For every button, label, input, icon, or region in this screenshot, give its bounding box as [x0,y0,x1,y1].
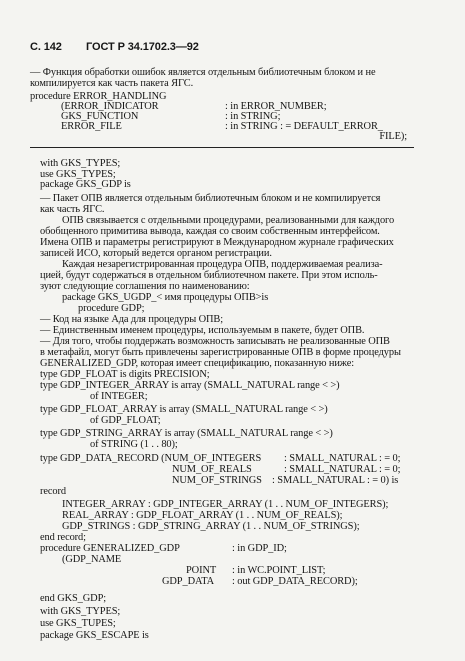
code-line: : in ERROR_NUMBER; [225,101,327,112]
code-line: : out GDP_DATA_RECORD); [232,576,358,587]
text-line: — Код на языке Ада для процедуры ОПВ; [40,314,224,325]
text-line: в метафайл, могут быть привлечены зарегистрированные ОПВ в форме процедуры [40,347,401,358]
code-line: of GDP_FLOAT; [90,415,161,426]
code-line: record [40,486,66,497]
code-line: : in STRING : = DEFAULT_ERROR_ [225,121,383,132]
code-line: GDP_DATA [162,576,215,587]
code-line: : in GDP_ID; [232,543,287,554]
code-line: GKS_FUNCTION [61,111,139,122]
text-line: ОПВ связывается с отдельными процедурами, реализованными для каждого [62,215,395,226]
code-line: package GKS_ESCAPE is [40,630,149,641]
code-line: procedure ERROR_HANDLING [30,91,167,102]
code-line: package GKS_GDP is [40,179,131,190]
code-line: of INTEGER; [90,391,148,402]
code-line: NUM_OF_STRINGS [172,475,262,486]
code-line: INTEGER_ARRAY : GDP_INTEGER_ARRAY (1 . . NUM_OF_INTEGERS); [62,499,389,510]
code-line: type GDP_DATA_RECORD (NUM_OF_INTEGERS [40,453,262,464]
code-line: FILE); [379,131,407,142]
page-number: С. 142 [30,41,62,53]
code-line: GDP_STRINGS : GDP_STRING_ARRAY (1 . . NUM_OF_STRINGS); [62,521,360,532]
code-line: (ERROR_INDICATOR [61,101,159,112]
text-line: как часть ЯГС. [40,204,105,215]
code-line: with GKS_TYPES; [40,606,121,617]
code-line: type GDP_FLOAT_ARRAY is array (SMALL_NATURAL range < >) [40,404,328,415]
text-line: GENERALIZED_GDP, которая имеет спецификацию, показанную ниже: [40,358,355,369]
text-line: Имена ОПВ и параметры регистрируют в Международном журнале графических [40,237,394,248]
code-line: POINT [186,565,217,576]
code-line: (GDP_NAME [62,554,122,565]
code-line: REAL_ARRAY : GDP_FLOAT_ARRAY (1 . . NUM_OF_REALS); [62,510,343,521]
code-line: : in WC.POINT_LIST; [232,565,326,576]
code-line: package GKS_UGDP_< имя процедуры ОПВ>is [62,292,269,303]
code-line: : SMALL_NATURAL : = 0) is [272,475,399,486]
code-line: of STRING (1 . . 80); [90,439,178,450]
code-line: type GDP_STRING_ARRAY is array (SMALL_NATURAL range < >) [40,428,333,439]
code-line: procedure GDP; [78,303,145,314]
text-line: — Единственным именем процедуры, используемым в пакете, будет ОПВ. [40,325,365,336]
code-line: : SMALL_NATURAL : = 0; [284,453,401,464]
code-line: type GDP_FLOAT is digits PRECISION; [40,369,210,380]
section-divider [30,147,414,148]
text-line: цией, будут содержаться в отдельном библиотечном пакете. При этом исполь- [40,270,378,281]
code-line: NUM_OF_REALS [172,464,252,475]
code-line: ERROR_FILE [61,121,122,132]
code-line: : SMALL_NATURAL : = 0; [284,464,401,475]
text-line: — Пакет ОПВ является отдельным библиотечным блоком и не компилируется [40,193,381,204]
code-line: end record; [40,532,86,543]
code-line: use GKS_TYPES; [40,169,116,180]
code-line: end GKS_GDP; [40,593,107,604]
text-line: записей ИСО, который ведется органом регистрации. [40,248,272,259]
text-line: обобщенного примитива вывода, каждая со своим собственным интерфейсом. [40,226,380,237]
text-line: — Для того, чтобы поддержать возможность записывать не реализованные ОПВ [40,336,390,347]
code-line: procedure GENERALIZED_GDP [40,543,180,554]
intro-line: компилируется как часть пакета ЯГС. [30,78,194,89]
code-line: : in STRING; [225,111,281,122]
text-line: Каждая незарегистрированная процедура ОПВ, поддерживаемая реализа- [62,259,383,270]
code-line: use GKS_TUPES; [40,618,116,629]
text-line: зуют следующие соглашения по наименованию: [40,281,250,292]
standard-designation: ГОСТ Р 34.1702.3—92 [86,41,199,53]
intro-line: — Функция обработки ошибок является отдельным библиотечным блоком и не [30,67,376,78]
code-line: type GDP_INTEGER_ARRAY is array (SMALL_NATURAL range < >) [40,380,340,391]
code-line: with GKS_TYPES; [40,158,121,169]
